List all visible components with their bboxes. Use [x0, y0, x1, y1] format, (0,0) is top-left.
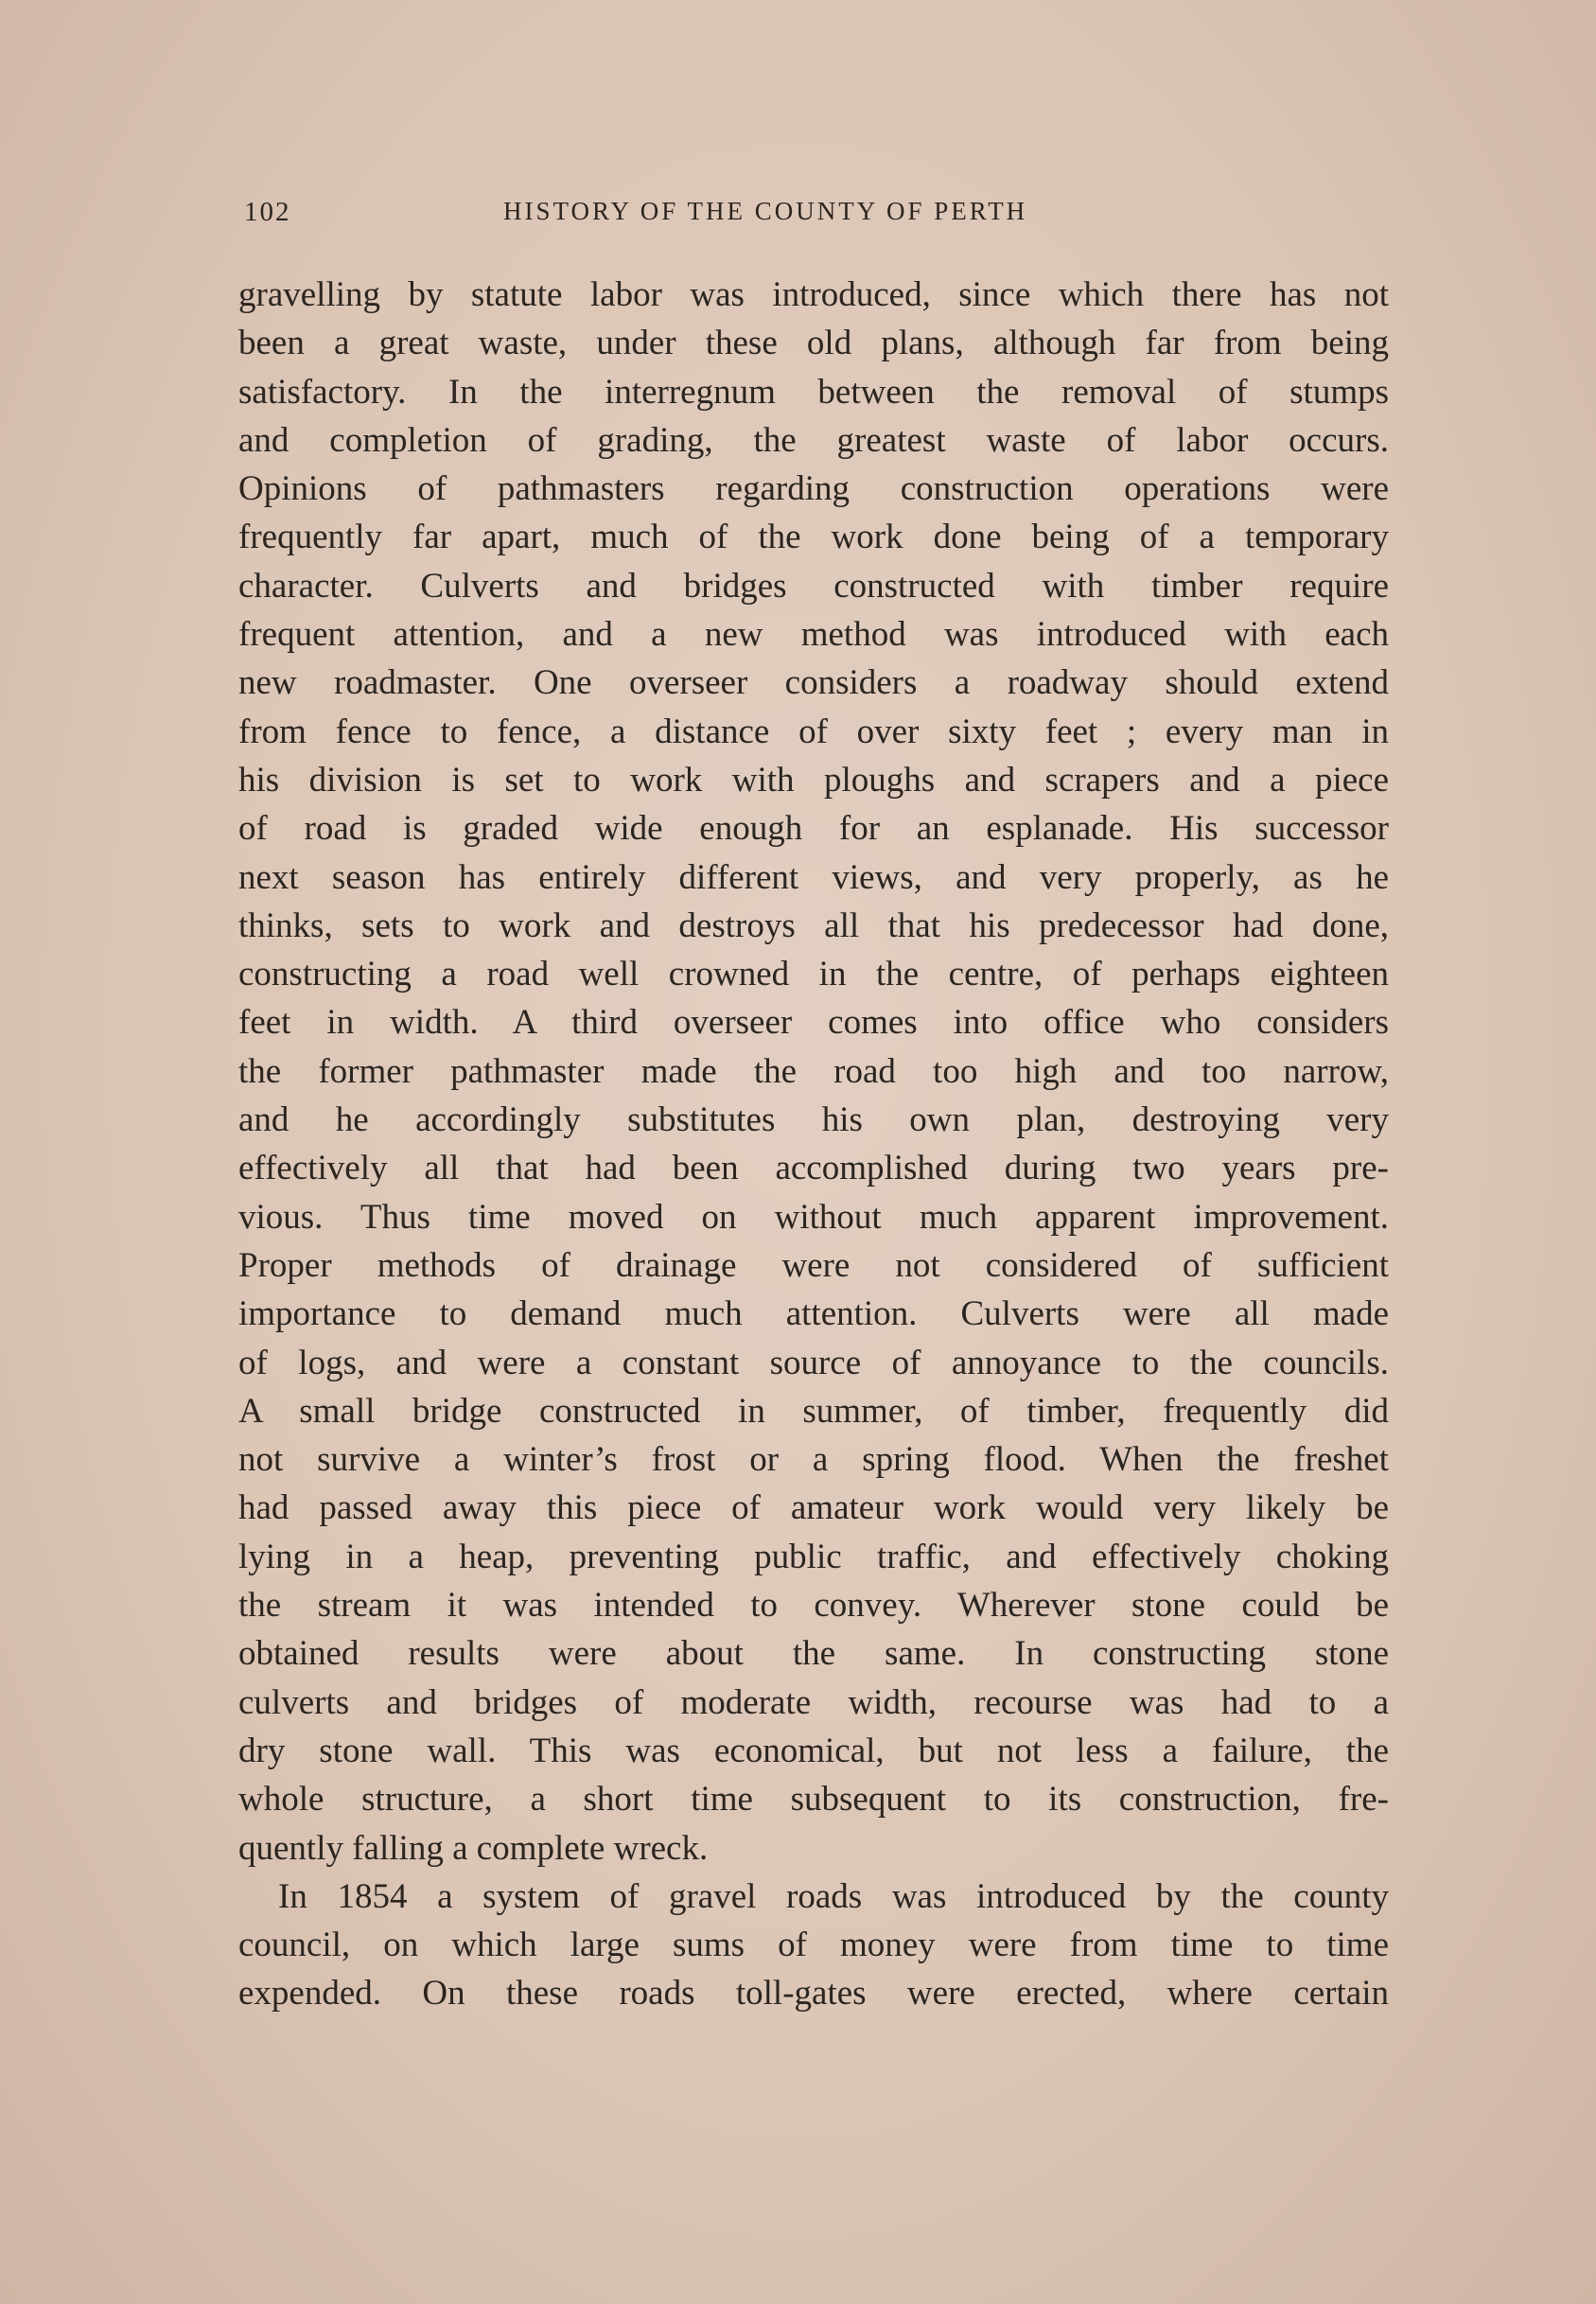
text-line: frequently far apart, much of the work done being of a temporary	[238, 518, 1389, 557]
text-line: importance to demand much attention. Culverts were all made	[238, 1294, 1389, 1334]
text-line: the stream it was intended to convey. Wherever stone could be	[238, 1586, 1389, 1626]
text-line: vious. Thus time moved on without much apparent improvement.	[238, 1197, 1389, 1237]
text-line: next season has entirely different views, and very properly, as he	[238, 857, 1389, 897]
text-line: the former pathmaster made the road too high and too narrow,	[238, 1051, 1389, 1091]
text-line: and he accordingly substitutes his own plan, destroying very	[238, 1100, 1389, 1140]
paragraph-start-line: In 1854 a system of gravel roads was introduced by the county	[278, 1876, 1389, 1916]
text-line: gravelling by statute labor was introduced, since which there has not	[238, 275, 1389, 314]
running-head	[244, 197, 1400, 235]
text-line: whole structure, a short time subsequent to its construction, fre-	[238, 1780, 1389, 1820]
text-line: new roadmaster. One overseer considers a roadway should extend	[238, 663, 1389, 703]
text-line: dry stone wall. This was economical, but not less a failure, the	[238, 1731, 1389, 1770]
text-line: constructing a road well crowned in the centre, of perhaps eighteen	[238, 955, 1389, 994]
text-line: lying in a heap, preventing public traffic, and effectively choking	[238, 1537, 1389, 1576]
text-line: A small bridge constructed in summer, of timber, frequently did	[238, 1391, 1389, 1431]
text-line: feet in width. A third overseer comes into office who considers	[238, 1003, 1389, 1043]
text-line: satisfactory. In the interregnum between the removal of stumps	[238, 372, 1389, 412]
text-line: and completion of grading, the greatest waste of labor occurs.	[238, 420, 1389, 460]
text-line: effectively all that had been accomplished during two years pre-	[238, 1149, 1389, 1188]
text-line: thinks, sets to work and destroys all that his predecessor had done,	[238, 906, 1389, 945]
text-line: of logs, and were a constant source of annoyance to the councils.	[238, 1343, 1389, 1382]
body-text	[238, 271, 1389, 2018]
text-line: character. Culverts and bridges constructed with timber require	[238, 566, 1389, 606]
text-line: culverts and bridges of moderate width, recourse was had to a	[238, 1682, 1389, 1722]
text-line: been a great waste, under these old plans, although far from being	[238, 324, 1389, 363]
text-line: of road is graded wide enough for an esplanade. His successor	[238, 809, 1389, 849]
text-line: not survive a winter’s frost or a spring flood. When the freshet	[238, 1440, 1389, 1480]
running-title: HISTORY OF THE COUNTY OF PERTH	[503, 197, 1028, 225]
page-number: 102	[244, 197, 291, 227]
text-line: his division is set to work with ploughs and scrapers and a piece	[238, 760, 1389, 800]
text-line: council, on which large sums of money were from time to time	[238, 1926, 1389, 1965]
text-line: obtained results were about the same. In constructing stone	[238, 1634, 1389, 1674]
text-line: quently falling a complete wreck.	[238, 1828, 709, 1868]
text-line: expended. On these roads toll-gates were erected, where certain	[238, 1974, 1389, 2014]
text-line: had passed away this piece of amateur work would very likely be	[238, 1488, 1389, 1528]
text-line: Proper methods of drainage were not considered of sufficient	[238, 1245, 1389, 1285]
text-line: frequent attention, and a new method was introduced with each	[238, 615, 1389, 655]
text-line: from fence to fence, a distance of over sixty feet ; every man in	[238, 712, 1389, 751]
text-line: Opinions of pathmasters regarding construction operations were	[238, 469, 1389, 509]
